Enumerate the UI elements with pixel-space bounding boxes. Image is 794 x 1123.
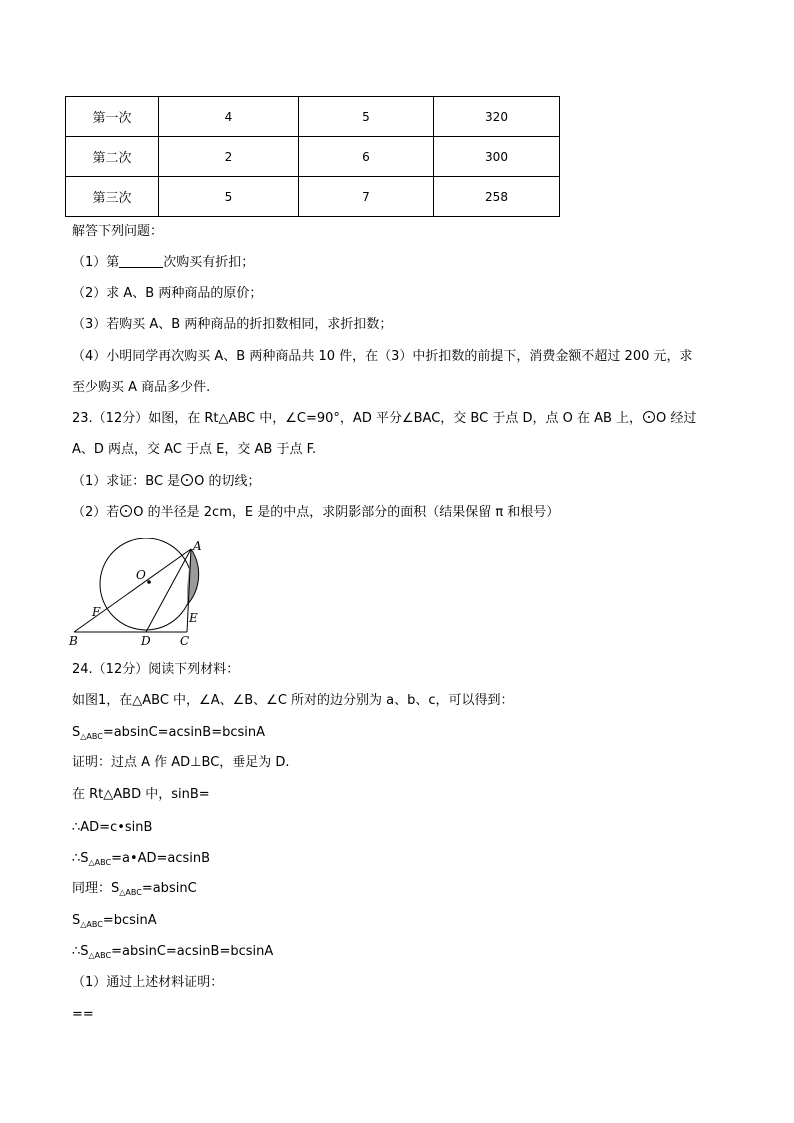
formula-text: =absinC=acsinB=bcsinA <box>102 725 265 740</box>
q22-part4-line1: （4）小明同学再次购买 A、B 两种商品共 10 件，在（3）中折扣数的前提下，消费金额不超过 200 元，求 <box>72 349 693 364</box>
formula-text: =absinC=acsinB=bcsinA <box>111 944 274 959</box>
formula-line-1 <box>72 724 265 746</box>
segment-ad <box>146 549 191 632</box>
q23-part1 <box>72 473 261 491</box>
circle-dot-icon <box>120 505 132 517</box>
label-o: O <box>136 568 146 582</box>
table-cell: 320 <box>434 97 560 137</box>
q23-line2: A、D 两点，交 AC 于点 E，交 AB 于点 F. <box>72 442 317 457</box>
q23-part1-end: O 的切线； <box>194 474 261 489</box>
q22-part1-suffix: 次购买有折扣； <box>163 255 255 270</box>
label-c: C <box>180 634 190 648</box>
q23-part2 <box>72 504 559 522</box>
table-row <box>66 177 560 217</box>
area-subscript: △ABC <box>88 858 112 867</box>
q24-part1: （1）通过上述材料证明： <box>72 975 224 990</box>
label-b: B <box>69 634 78 648</box>
formula-line-5 <box>72 943 273 965</box>
table-cell: 258 <box>434 177 560 217</box>
table-cell: 6 <box>299 137 434 177</box>
q23-line1-text: 23.（12分）如图，在 Rt△ABC 中，∠C=90°，AD 平分∠BAC，交 BC 于点 D，点 O 在 AB 上， <box>72 411 643 426</box>
answer-blank[interactable] <box>119 254 163 268</box>
q23-part2-mid: O 的半径是 2cm，E 是 <box>133 505 271 520</box>
circle-dot-icon <box>181 474 193 486</box>
table-cell: 第二次 <box>66 137 159 177</box>
q24-intro: 如图1，在△ABC 中，∠A、∠B、∠C 所对的边分别为 a、b、c，可以得到： <box>72 693 514 708</box>
area-subscript: △ABC <box>80 732 103 741</box>
q22-part1-prefix: （1）第 <box>72 255 120 270</box>
table-cell: 第一次 <box>66 97 159 137</box>
formula-text: =bcsinA <box>102 913 157 928</box>
table-row <box>66 97 560 137</box>
q22-part1 <box>72 254 254 272</box>
formula-line-2 <box>72 850 210 872</box>
ad-line: ∴AD=c•sinB <box>72 820 153 835</box>
center-point <box>147 580 151 584</box>
q23-line1 <box>72 410 696 428</box>
formula-line-4 <box>72 912 157 934</box>
segment-ab <box>74 549 191 632</box>
label-f: F <box>92 605 101 619</box>
table-cell: 第三次 <box>66 177 159 217</box>
q22-part2: （2）求 A、B 两种商品的原价； <box>72 286 263 301</box>
q23-part2-text: （2）若 <box>72 505 120 520</box>
q22-intro: 解答下列问题： <box>72 224 164 239</box>
q22-part4-line2: 至少购买 A 商品多少件. <box>72 380 211 395</box>
rt-line: 在 Rt△ABD 中，sinB= <box>72 787 210 802</box>
purchase-table <box>65 96 560 217</box>
q23-part1-text: （1）求证：BC 是 <box>72 474 181 489</box>
table-cell: 5 <box>299 97 434 137</box>
q22-part3: （3）若购买 A、B 两种商品的折扣数相同，求折扣数； <box>72 317 393 332</box>
table-row <box>66 137 560 177</box>
table-cell: 2 <box>159 137 299 177</box>
area-symbol: S <box>72 725 81 740</box>
geometry-figure <box>66 538 216 650</box>
area-symbol: 同理：S <box>72 881 120 896</box>
area-symbol: ∴S <box>72 851 89 866</box>
area-symbol: ∴S <box>72 944 89 959</box>
area-symbol: S <box>72 913 81 928</box>
proof-line: 证明：过点 A 作 AD⊥BC，垂足为 D. <box>72 755 290 770</box>
q24-title: 24.（12分）阅读下列材料： <box>72 662 240 677</box>
q23-line1-end: O 经过 <box>656 411 697 426</box>
table-cell: 300 <box>434 137 560 177</box>
table-cell: 7 <box>299 177 434 217</box>
circle-o <box>100 538 192 630</box>
q23-part2-end: 的中点，求阴影部分的面积（结果保留 π 和根号） <box>270 505 560 520</box>
table-cell: 4 <box>159 97 299 137</box>
circle-dot-icon <box>643 411 655 423</box>
area-subscript: △ABC <box>88 951 112 960</box>
formula-text: =a•AD=acsinB <box>111 851 211 866</box>
label-e: E <box>189 611 198 625</box>
label-a: A <box>193 539 202 553</box>
formula-text: =absinC <box>141 881 197 896</box>
label-d: D <box>141 634 151 648</box>
area-subscript: △ABC <box>80 920 103 929</box>
table-cell: 5 <box>159 177 299 217</box>
equation-placeholder: == <box>72 1007 94 1022</box>
formula-line-3 <box>72 880 197 902</box>
area-subscript: △ABC <box>119 888 142 897</box>
